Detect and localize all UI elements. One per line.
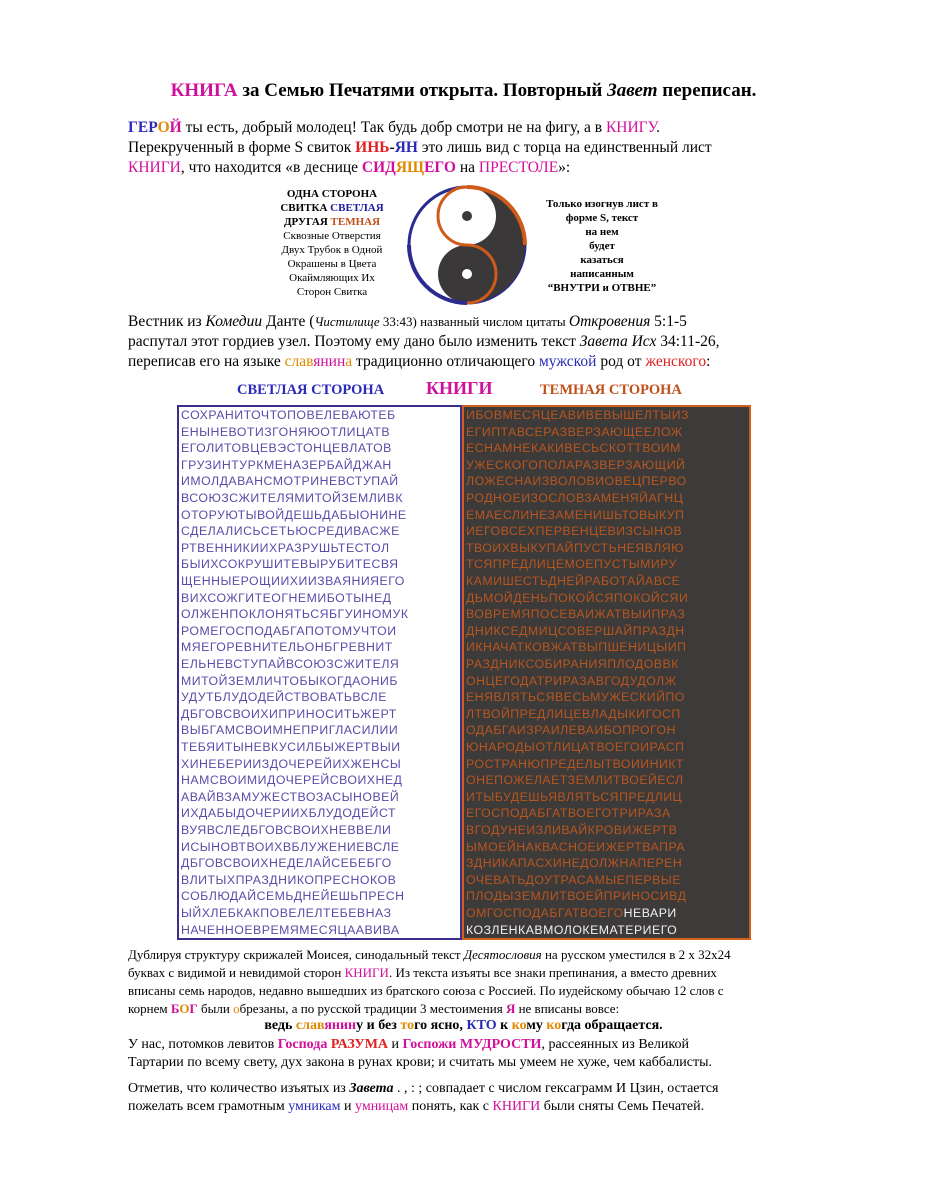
dark-side-row-text: ЕМАЕСЛИНЕЗАМЕНИШЬТОВЫКУП: [466, 507, 685, 522]
dark-side-row-text: ОЧЕВАТЬДОУТРАСАМЫЕПЕРВЫЕ: [466, 872, 681, 887]
dup-text: были: [197, 1001, 234, 1016]
intro-dash: -: [389, 139, 395, 156]
dup-text: буквах с видимой и невидимой сторон: [128, 965, 345, 980]
dark-side-row-text: ИКНАЧАТКОВЖАТВЫПШЕНИЦЫИП: [466, 640, 687, 655]
dark-side-row-text: ЮНАРОДЫОТЛИЦАТВОЕГОИРАСП: [466, 740, 685, 754]
lev-text: Тартарии по всему свету, дух закона в рунах крови; и считать мы умеем не хуже, чем каббалисты.: [128, 1055, 713, 1070]
light-side-row: ВЫБГАМСВОИМНЕПРИГЛАСИЛИИ: [181, 723, 399, 738]
dup-ya: Я: [505, 1001, 516, 1016]
center-slav-1: слав: [295, 1018, 325, 1033]
dark-side-row: [466, 772, 684, 789]
close-text: понять, как с: [408, 1099, 493, 1114]
light-side-row: НАМСВОИМИДОЧЕРЕЙСВОИХНЕД: [181, 773, 403, 788]
dark-side-row: [466, 556, 677, 573]
dark-side-row: [466, 922, 677, 939]
dark-side-row-text: ОНЦЕГОДАТРИРАЗАВГОДУДОЛЖ: [466, 673, 677, 688]
light-side-row: ВСОЮЗСЖИТЕЛЯМИТОЙЗЕМЛИВК: [181, 491, 404, 505]
messenger-text: переписав его на языке: [128, 353, 285, 370]
close-zaveta: Завета: [349, 1081, 394, 1096]
dark-side-row: [466, 457, 685, 474]
title-end: переписан.: [657, 80, 757, 101]
dark-side-row-text: ИЕГОВСЕХПЕРВЕНЦЕВИЗСЫНОВ: [466, 524, 683, 539]
dup-knigi: КНИГИ: [344, 965, 389, 980]
messenger-muzh: мужской: [539, 353, 597, 370]
lev-razuma: РАЗУМА: [330, 1037, 389, 1052]
dark-side-row-text: ДНИКСЕДМИЦСОВЕРШАЙПРАЗДН: [466, 623, 685, 638]
center-text: гда обращается.: [561, 1018, 663, 1033]
intro-text-2: .: [656, 119, 660, 136]
dup-text: Дублируя структуру скрижалей Моисея, синодальный текст: [128, 947, 464, 962]
dup-bog-3: Г: [189, 1001, 198, 1016]
dark-side-row-text: ЗДНИКАПАСХИНЕДОЛЖНАПЕРЕН: [466, 856, 683, 871]
center-t: т: [400, 1018, 408, 1033]
intro-end: »:: [558, 159, 571, 176]
messenger-slav-1: слав: [284, 353, 314, 370]
center-ko-2: ко: [546, 1018, 562, 1033]
close-text: и: [340, 1099, 356, 1114]
dark-side-row-text: РОДНОЕИЗОСЛОВЗАМЕНЯЙАГНЦ: [466, 491, 684, 505]
messenger-zhen: женского: [645, 353, 707, 370]
scroll-left-line: Окрашены в Цвета: [287, 258, 377, 270]
scroll-left-line: СВИТКА: [280, 202, 331, 214]
dark-side-row: [466, 424, 683, 441]
closing-paragraph: [128, 1080, 800, 1116]
dup-text: брезаны, а по русской традиции 3 местоимения: [239, 1001, 506, 1016]
heading-dark-side: ТЕМНАЯ СТОРОНА: [540, 382, 682, 398]
light-side-row: ГРУЗИНТУРКМЕНАЗЕРБАЙДЖАН: [181, 457, 392, 472]
dark-side-row-text: ИБОВМЕСЯЦЕАВИВЕВЫШЕЛТЫИЗ: [466, 408, 689, 422]
light-side-row: ДБГОВСВОИХИПРИНОСИТЬЖЕРТ: [181, 706, 397, 721]
light-side-row: ЕНЫНЕВОТИЗГОНЯЮОТЛИЦАТВ: [181, 424, 391, 439]
dark-side-row-text: РОСТРАНЮПРЕДЕЛЫТВОИИНИКТ: [466, 756, 685, 771]
dark-side-row-text: ОМГОСПОДАБГАТВОЕГО: [466, 906, 624, 920]
dark-side-row: [466, 673, 677, 690]
scroll-left-caption: [262, 187, 402, 299]
intro-hero-2: О: [157, 119, 170, 136]
light-side-row: ВУЯВСЛЕДБГОВСВОИХНЕВВЕЛИ: [181, 823, 392, 837]
dark-side-row: [466, 407, 689, 424]
light-side-row: НАЧЕННОЕВРЕМЯМЕСЯЦААВИВА: [181, 922, 400, 937]
messenger-text: традиционно отличающего: [352, 353, 539, 370]
scroll-right-line: будет: [589, 240, 615, 252]
intro-hero-3: Й: [169, 119, 182, 136]
scroll-right-line: “ВНУТРИ и ОТВНЕ”: [547, 282, 657, 294]
dark-side-row-text: РАЗДНИКСОБИРАНИЯПЛОДОВВК: [466, 657, 679, 671]
scroll-right-line: казаться: [580, 254, 624, 266]
dark-side-row: [466, 855, 682, 872]
intro-sid-1: СИД: [361, 159, 396, 176]
center-statement: [0, 1018, 927, 1034]
messenger-text: распутал этот гордиев узел. Поэтому ему дано было изменить текст: [128, 333, 580, 350]
close-text: . , : ; совпадает с числом гексаграмм И Цзин, остается: [393, 1081, 719, 1096]
light-side-row: ЕЛЬНЕВСТУПАЙВСОЮЗСЖИТЕЛЯ: [181, 657, 400, 671]
scroll-left-line: Сквозные Отверстия: [283, 230, 381, 242]
scroll-left-line: Сторон Свитка: [296, 286, 368, 298]
center-text: му: [526, 1018, 547, 1033]
scroll-left-dark: ТЕМНАЯ: [330, 216, 381, 228]
scroll-right-line: написанным: [570, 268, 634, 280]
dark-side-row-text: ЕГИПТАВСЕРАЗВЕРЗАЮЩЕЕЛОЖ: [466, 424, 683, 439]
lev-text: У нас, потомков левитов: [128, 1037, 278, 1052]
lev-text: , рассеянных из Великой: [541, 1037, 689, 1052]
dark-side-row-text: УЖЕСКОГОПОЛАРАЗВЕРЗАЮЩИЙ: [466, 457, 686, 472]
messenger-otkr: Откровения: [568, 313, 651, 330]
scroll-right-line: форме S, текст: [565, 212, 639, 224]
light-side-row: ИМОЛДАВАНСМОТРИНЕВСТУПАЙ: [181, 474, 399, 489]
dark-side-row-text: ЛТВОЙПРЕДЛИЦЕВЛАДЫКИГОСП: [466, 706, 681, 721]
close-umnikam: умникам: [288, 1099, 341, 1114]
dup-text: не вписаны вовсе:: [515, 1001, 620, 1016]
dup-text: корнем: [128, 1001, 171, 1016]
dark-side-row-text: ДЬМОЙДЕНЬПОКОЙСЯПОКОЙСЯИ: [466, 590, 689, 605]
dark-side-row-text: ВОВРЕМЯПОСЕВАИЖАТВЫИПРАЗ: [466, 607, 686, 622]
intro-prestol: ПРЕСТОЛЕ: [478, 159, 559, 176]
lev-gospozhi: Госпожи: [402, 1037, 457, 1052]
light-side-row: ХИНЕБЕРИИЗДОЧЕРЕЙИХЖЕНСЫ: [181, 756, 402, 771]
light-side-row: ВИХСОЖГИТЕОГНЕМИБОТЫНЕД: [181, 590, 392, 605]
scroll-right-line: на нем: [585, 226, 619, 238]
close-text: пожелать всем грамотным: [128, 1099, 289, 1114]
dark-side-row: [466, 756, 684, 773]
messenger-chist: Чистилище: [314, 314, 380, 329]
dup-ob: о: [233, 1001, 240, 1016]
light-side-row: ДБГОВСВОИХНЕДЕЛАЙСЕБЕБГО: [181, 856, 392, 871]
dark-side-row-text: ОНЕПОЖЕЛАЕТЗЕМЛИТВОЕЙЕСЛ: [466, 773, 684, 788]
dark-side-row: [466, 473, 687, 490]
yin-yang-scroll-icon: [404, 182, 530, 308]
dark-side-row-text: КОЗЛЕНКАВМОЛОКЕМАТЕРИЕГО: [466, 922, 678, 937]
dark-side-row: [466, 639, 686, 656]
center-ko: ко: [511, 1018, 527, 1033]
close-text: были сняты Семь Печатей.: [540, 1099, 705, 1114]
intro-hero-1: ГЕР: [128, 119, 158, 136]
close-knigi: КНИГИ: [492, 1099, 541, 1114]
light-side-row: БЫИХСОКРУШИТЕВЫРУБИТЕСВЯ: [181, 557, 399, 572]
intro-line-2: Перекрученный в форме S свиток: [128, 139, 356, 156]
lev-text: и: [388, 1037, 403, 1052]
intro-line-3: , что находится «в деснице: [180, 159, 362, 176]
light-side-row: МЯЕГОРЕВНИТЕЛЬОНБГРЕВНИТ: [181, 640, 393, 655]
light-side-row: ОТОРУЮТЫВОЙДЕШЬДАБЫОНИНЕ: [181, 507, 407, 522]
intro-yan: ЯН: [394, 139, 418, 156]
title-kniga: КНИГА: [170, 80, 238, 101]
center-slav-2: янин: [324, 1018, 357, 1033]
dark-side-row: [466, 656, 679, 673]
messenger-zaveta: Завета Исх: [579, 333, 657, 350]
dark-side-row: [466, 789, 682, 806]
intro-sid-3: ЕГО: [424, 159, 456, 176]
dark-side-row: [466, 905, 677, 922]
scroll-left-line: Двух Трубок в Одной: [281, 244, 383, 256]
dark-side-row-text: ТСЯПРЕДЛИЦЕМОЕПУСТЫМИРУ: [466, 557, 677, 572]
center-o: о: [407, 1018, 415, 1033]
light-side-row: ИХДАБЫДОЧЕРИИХБЛУДОДЕЙСТ: [181, 806, 397, 821]
scroll-right-caption: [532, 197, 672, 295]
close-umnicam: умницам: [355, 1099, 409, 1114]
light-side-row: УДУТБЛУДОДЕЙСТВОВАТЬВСЛЕ: [181, 690, 387, 705]
light-side-row: ЫЙХЛЕБКАКПОВЕЛЕЛТЕБЕВНАЗ: [181, 906, 392, 920]
dup-text: . Из текста изъяты все знаки препинания, а вместо древних: [388, 965, 717, 980]
center-kto: КТО: [466, 1018, 497, 1033]
light-side-row: ЩЕННЫЕРОЩИИХИИЗВАЯНИЯЕГО: [181, 574, 405, 588]
light-side-row: АВАЙВЗАМУЖЕСТВОЗАСЫНОВЕЙ: [181, 789, 400, 804]
messenger-slav-2: янин: [313, 353, 346, 370]
dup-text: вписаны семь народов, недавно вышедших из братского союза с Россией. По иудейскому обычаю 12 слов с: [128, 983, 724, 998]
scroll-right-line: Только изогнув лист в: [546, 198, 658, 210]
dark-side-row-text: ЛОЖЕСНАИЗВОЛОВИОВЕЦПЕРВО: [466, 474, 687, 489]
intro-knigi: КНИГИ: [128, 159, 181, 176]
messenger-text: Данте (: [262, 313, 315, 330]
dark-side-row-text: ЕСНАМНЕКАКИВЕСЬСКОТТВОИМ: [466, 441, 681, 456]
dark-side-row: [466, 590, 688, 607]
center-text: у и без: [356, 1018, 401, 1033]
duplication-paragraph: [128, 946, 800, 1018]
light-side-row: ТЕБЯИТЫНЕВКУСИЛБЫЖЕРТВЫИ: [181, 740, 401, 754]
light-side-row: СОХРАНИТОЧТОПОВЕЛЕВАЮТЕБ: [181, 408, 396, 422]
messenger-text: :: [706, 353, 711, 370]
dark-side-row: [466, 540, 684, 557]
light-side-row: МИТОЙЗЕМЛИЧТОБЫКОГДАОНИБ: [181, 673, 398, 688]
intro-text-1: ты есть, добрый молодец! Так будь добр смотри не на фигу, а в: [181, 119, 606, 136]
dark-side-row-text: ЕНЯВЛЯТЬСЯВЕСЬМУЖЕСКИЙПО: [466, 690, 685, 705]
messenger-text: 33:43) названный числом цитаты: [379, 314, 569, 329]
messenger-text: Вестник из: [128, 313, 206, 330]
dark-side-row: [466, 805, 671, 822]
dark-side-row: [466, 606, 685, 623]
dark-side-row-text: ИТЫБУДЕШЬЯВЛЯТЬСЯПРЕДЛИЦ: [466, 789, 683, 804]
dup-text: на русском уместился в 2 х 32х24: [541, 947, 731, 962]
dark-side-row-text: КАМИШЕСТЬДНЕЙРАБОТАЙАВСЕ: [466, 574, 681, 588]
lev-gospoda: Господа: [277, 1037, 328, 1052]
dup-bog-2: О: [179, 1001, 190, 1016]
dark-side-row: [466, 872, 681, 889]
dark-side-row: [466, 507, 685, 524]
messenger-slav-3: а: [345, 353, 353, 370]
dark-side-row: [466, 523, 682, 540]
dark-side-row: [466, 706, 681, 723]
light-side-row: ЕГОЛИТОВЦЕВЭСТОНЦЕВЛАТОВ: [181, 441, 392, 456]
intro-na: на: [455, 159, 479, 176]
dark-side-row: [466, 722, 676, 739]
dark-side-row: [466, 623, 685, 640]
dup-bog-1: Б: [170, 1001, 180, 1016]
dark-side-row-text: ПЛОДЫЗЕМЛИТВОЕЙПРИНОСИВД: [466, 889, 687, 904]
dark-side-row: [466, 839, 685, 856]
levites-paragraph: [128, 1036, 800, 1072]
scroll-left-line: ДРУГАЯ: [283, 216, 331, 228]
intro-in: ИНЬ: [355, 139, 390, 156]
center-text: го ясно,: [414, 1018, 467, 1033]
light-side-row: РОМЕГОСПОДАБГАПОТОМУЧТОИ: [181, 623, 397, 638]
center-text: ведь: [264, 1018, 296, 1033]
dup-desyat: Десятословия: [463, 947, 542, 962]
center-text: к: [496, 1018, 512, 1033]
title-zavet: Завет: [607, 80, 658, 101]
dark-side-row: [466, 490, 683, 507]
dark-side-row-text: ВГОДУНЕИЗЛИВАЙКРОВИЖЕРТВ: [466, 823, 678, 837]
dark-side-row-text: ОДАБГАИЗРАИЛЕВАИБОПРОГОН: [466, 723, 676, 738]
page-title: [0, 80, 927, 102]
title-text: за Семью Печатями открыта. Повторный: [237, 80, 608, 101]
light-side-row: ВЛИТЫХПРАЗДНИКОПРЕСНОКОВ: [181, 872, 397, 887]
light-side-row: СДЕЛАЛИСЬСЕТЬЮСРЕДИВАСЖЕ: [181, 524, 400, 539]
messenger-paragraph: [128, 312, 800, 372]
heading-kniga: КНИГИ: [426, 378, 493, 398]
dark-side-row: [466, 888, 686, 905]
dark-side-row: [466, 689, 685, 706]
dark-side-row: [466, 739, 684, 756]
lev-mudrosti: МУДРОСТИ: [459, 1037, 542, 1052]
scroll-left-line: ОДНА СТОРОНА: [286, 188, 378, 200]
dark-side-row-text: ЕГОСПОДАБГАТВОЕГОТРИРАЗА: [466, 806, 671, 821]
scroll-left-light: СВЕТЛАЯ: [330, 202, 384, 214]
messenger-text: 5:1-5: [650, 313, 687, 330]
close-text: Отметив, что количество изъятых из: [128, 1081, 350, 1096]
light-side-row: РТВЕННИКИИХРАЗРУШЬТЕСТОЛ: [181, 540, 390, 555]
messenger-komedii: Комедии: [205, 313, 263, 330]
messenger-text: 34:11-26,: [656, 333, 720, 350]
dark-side-row-white: НЕВАРИ: [623, 906, 677, 920]
light-side-row: ИСЫНОВТВОИХВБЛУЖЕНИЕВСЛЕ: [181, 839, 400, 854]
intro-knigu: КНИГУ: [605, 119, 657, 136]
light-side-row: ОЛЖЕНПОКЛОНЯТЬСЯБГУИНОМУК: [181, 607, 409, 622]
dark-side-row: [466, 440, 681, 457]
dark-side-row: [466, 573, 680, 590]
dark-side-row-text: ЫМОЕЙНАКВАСНОЕИЖЕРТВАПРА: [466, 839, 686, 854]
light-side-row: СОБЛЮДАЙСЕМЬДНЕЙЕШЬПРЕСН: [181, 889, 405, 904]
dark-side-row-text: ТВОИХВЫКУПАЙПУСТЬНЕЯВЛЯЮ: [466, 540, 685, 555]
intro-sid-2: ЯЩ: [395, 159, 425, 176]
intro-paragraph: [128, 118, 800, 178]
heading-light-side: СВЕТЛАЯ СТОРОНА: [237, 382, 385, 398]
scroll-left-line: Окаймляющих Их: [289, 272, 375, 284]
dark-side-row: [466, 822, 677, 839]
messenger-text: род от: [596, 353, 646, 370]
intro-line-2b: это лишь вид с торца на единственный лист: [417, 139, 712, 156]
